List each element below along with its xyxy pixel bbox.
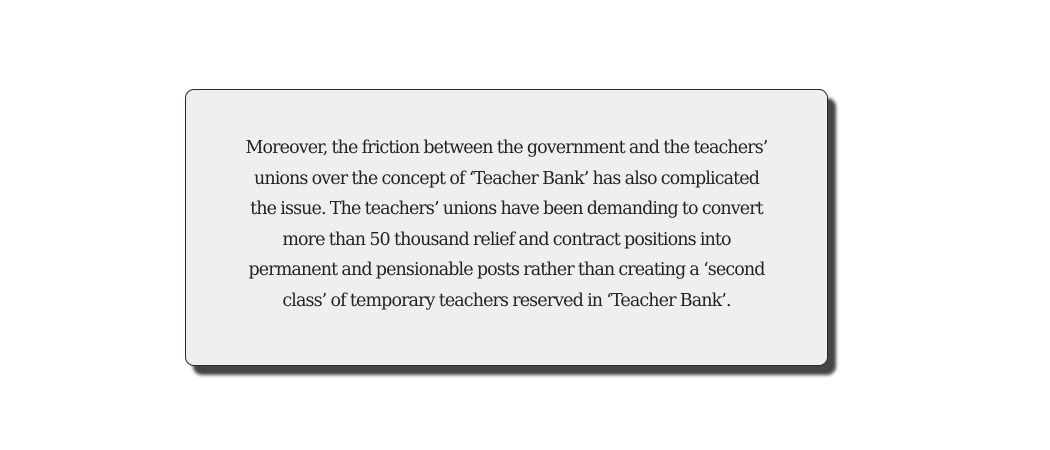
quote-card xyxy=(185,89,828,366)
quote-line: more than 50 thousand relief and contract positions into xyxy=(282,229,731,250)
quote-line: class’ of temporary teachers reserved in ‘Teacher Bank’. xyxy=(282,290,731,311)
quote-line: the issue. The teachers’ unions have been demanding to convert xyxy=(250,199,763,219)
quote-line: permanent and pensionable posts rather than creating a ‘second xyxy=(248,260,765,280)
quote-line: Moreover, the friction between the government and the teachers’ xyxy=(245,138,768,158)
quote-line: unions over the concept of ‘Teacher Bank’ has also complicated xyxy=(253,168,760,189)
quote-text xyxy=(234,133,779,316)
